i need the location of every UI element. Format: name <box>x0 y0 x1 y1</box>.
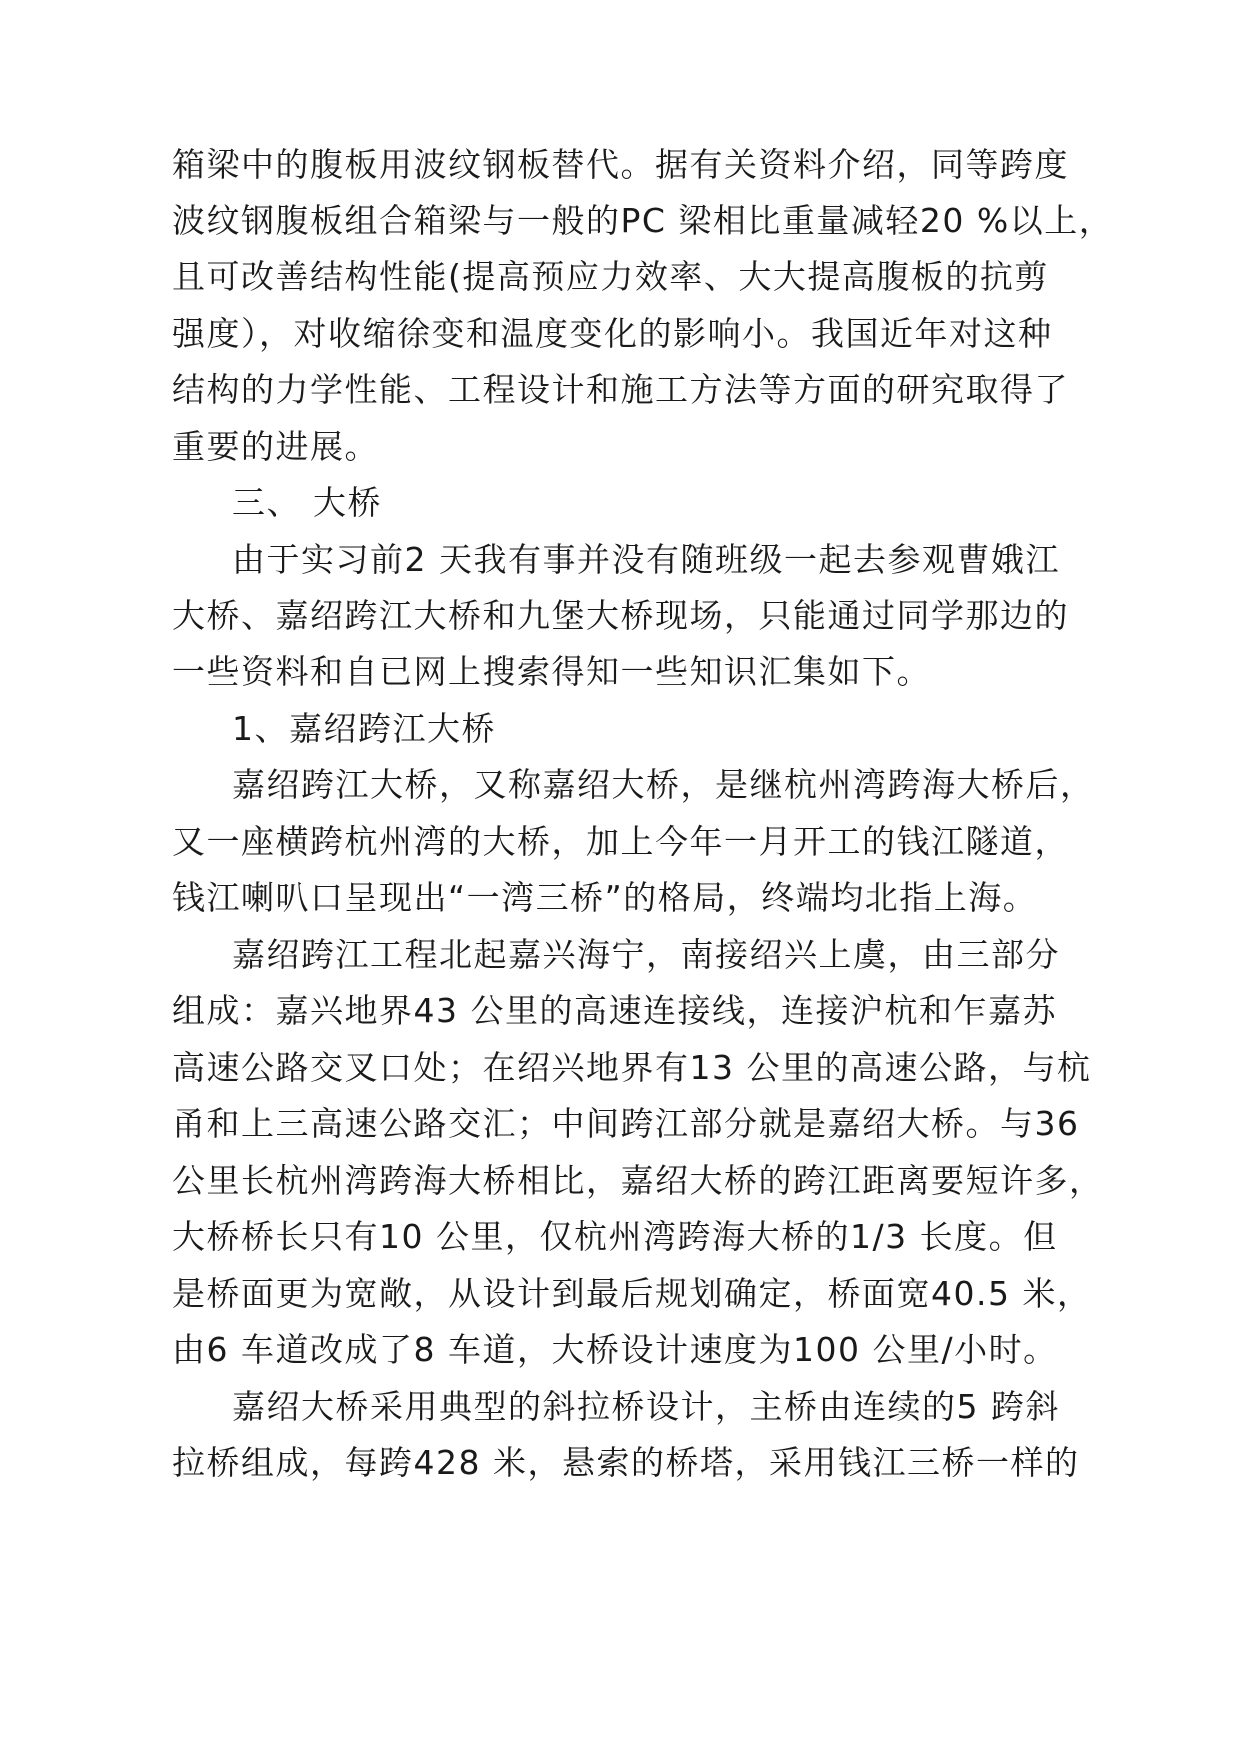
text-line: 拉桥组成，每跨428 米，悬索的桥塔，采用钱江三桥一样的 <box>172 1443 1080 1482</box>
text-line: 波纹钢腹板组合箱梁与一般的PC 梁相比重量减轻20 %以上， <box>172 201 1114 240</box>
text-line: 钱江喇叭口呈现出“一湾三桥”的格局，终端均北指上海。 <box>172 878 1038 917</box>
text-line: 且可改善结构性能(提高预应力效率、大大提高腹板的抗剪 <box>172 257 1049 296</box>
text-line: 大桥桥长只有10 公里，仅杭州湾跨海大桥的1/3 长度。但 <box>172 1217 1058 1256</box>
text-line: 由于实习前2 天我有事并没有随班级一起去参观曹娥江 <box>232 540 1060 579</box>
text-line: 箱梁中的腹板用波纹钢板替代。据有关资料介绍，同等跨度 <box>172 145 1069 184</box>
text-line: 由6 车道改成了8 车道，大桥设计速度为100 公里/小时。 <box>172 1330 1058 1369</box>
subsection-heading: 1、嘉绍跨江大桥 <box>232 709 496 748</box>
text-line: 嘉绍跨江大桥，又称嘉绍大桥，是继杭州湾跨海大桥后， <box>232 765 1095 804</box>
text-line: 大桥、嘉绍跨江大桥和九堡大桥现场，只能通过同学那边的 <box>172 596 1069 635</box>
text-line: 组成：嘉兴地界43 公里的高速连接线，连接沪杭和乍嘉苏 <box>172 991 1057 1030</box>
section-heading: 三、 大桥 <box>232 483 382 522</box>
text-line: 嘉绍大桥采用典型的斜拉桥设计，主桥由连续的5 跨斜 <box>232 1387 1060 1426</box>
text-line: 结构的力学性能、工程设计和施工方法等方面的研究取得了 <box>172 370 1069 409</box>
text-line: 公里长杭州湾跨海大桥相比，嘉绍大桥的跨江距离要短许多， <box>172 1161 1104 1200</box>
text-line: 重要的进展。 <box>172 427 379 466</box>
text-line: 是桥面更为宽敞，从设计到最后规划确定，桥面宽40.5 米， <box>172 1274 1092 1313</box>
text-line: 嘉绍跨江工程北起嘉兴海宁，南接绍兴上虞，由三部分 <box>232 935 1060 974</box>
text-line: 强度），对收缩徐变和温度变化的影响小。我国近年对这种 <box>172 314 1053 353</box>
text-line: 一些资料和自已网上搜索得知一些知识汇集如下。 <box>172 652 931 691</box>
text-line: 又一座横跨杭州湾的大桥，加上今年一月开工的钱江隧道， <box>172 822 1069 861</box>
text-line: 甬和上三高速公路交汇；中间跨江部分就是嘉绍大桥。与36 <box>172 1104 1080 1143</box>
text-line: 高速公路交叉口处；在绍兴地界有13 公里的高速公路，与杭 <box>172 1048 1092 1087</box>
